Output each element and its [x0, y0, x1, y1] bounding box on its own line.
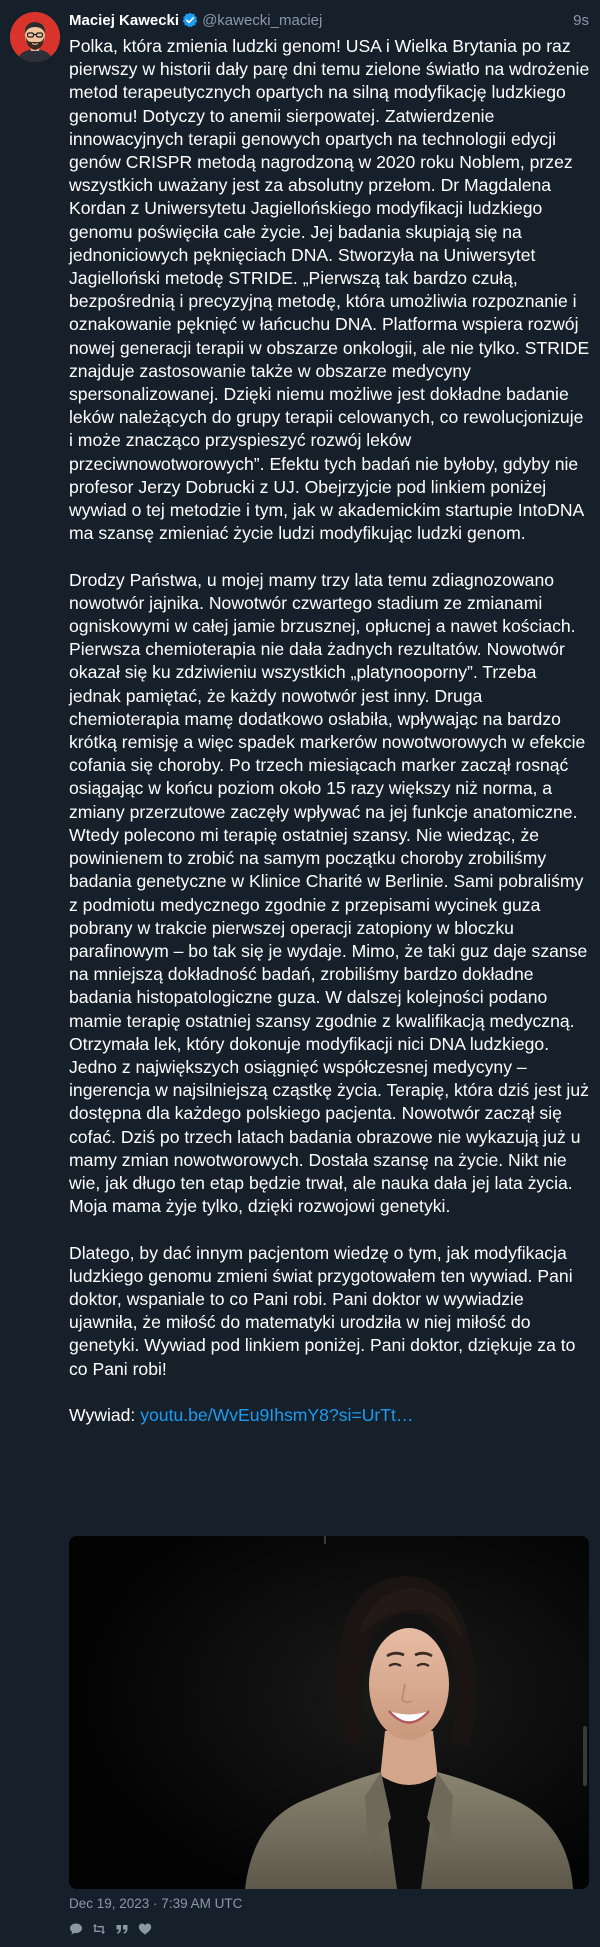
link-prefix: Wywiad: — [69, 1404, 141, 1425]
tweet-header — [69, 10, 589, 32]
tweet-time-ago[interactable]: 9s — [573, 12, 589, 29]
author-display-name[interactable]: Maciej Kawecki — [69, 12, 180, 29]
smiling-woman-portrait — [69, 1536, 589, 1889]
video-progress-marker — [324, 1536, 326, 1544]
youtube-link[interactable]: youtu.be/WvEu9IhsmY8?si=UrTt… — [140, 1404, 414, 1425]
tweet-paragraph-1: Polka, która zmienia ludzki genom! USA i Wielka Brytania po raz pierwszy w historii dały parę dni temu zielone światło na wdrożenie metod terapeutycznych opartych na silną modyfikację ludzkiego genomu! Dotyczy to anemii sierpowatej. Zatwierdzenie innowacyjnych terapii genowych opartych na technologii edycji genów CRISPR metodą nagrodzoną w 2020 roku Noblem, przez wszystkich uważany jest za absolutny przełom. Dr Magdalena Kordan z Uniwersytetu Jagiellońskiego modyfikacji ludzkiego genomu poświęciła całe życie. Jej badania skupiają się na jednoniciowych pęknięciach DNA. Stworzyła na Uniwersytet Jagielloński metodę STRIDE. „Pierwszą tak bardzo czułą, bezpośrednią i precyzyjną metodę, która umożliwia rozpoznanie i oznakowanie pęknięć w łańcuchu DNA. Platforma wspiera rozwój nowej generacji terapii w obszarze onkologii, ale nie tylko. STRIDE znajduje zastosowanie także w obszarze medycyny spersonalizowanej. Dzięki niemu możliwe jest dokładne badanie leków należących do grupy terapii celowanych, co rewolucjonizuje i może znacząco przyspieszyć rozwój leków przeciwnowotworowych”. Efektu tych badań nie byłoby, gdyby nie profesor Jerzy Dobrucki z UJ. Obejrzyjcie pod linkiem poniżej wywiad o tej metodzie i tym, jak w akademickim startupie IntoDNA ma szansę zmieniać życie ludzi modyfikując ludzki genom. — [69, 36, 590, 544]
quote-icon[interactable] — [115, 1922, 129, 1936]
reply-icon[interactable] — [69, 1922, 83, 1936]
bearded-man-avatar-icon — [10, 12, 60, 62]
verified-badge-icon — [182, 12, 198, 28]
tweet-text — [69, 35, 591, 1427]
tweet-paragraph-3: Dlatego, by dać innym pacjentom wiedzę o tym, jak modyfikacja ludzkiego genomu zmieni świat przygotowałem ten wywiad. Pani doktor, wspaniale to co Pani robi. Pani doktor w wywiadzie ujawniła, że miłość do matematyki urodziła w niej miłość do genetyki. Wywiad pod linkiem poniżej. Pani doktor, dziękuje za to co Pani robi! — [69, 1242, 576, 1379]
video-thumbnail[interactable] — [69, 1536, 589, 1889]
video-scroll-marker — [583, 1726, 587, 1786]
like-icon[interactable] — [138, 1922, 152, 1936]
author-avatar[interactable] — [10, 12, 60, 62]
tweet-timestamp[interactable]: Dec 19, 2023 · 7:39 AM UTC — [69, 1896, 243, 1911]
tweet-actions — [69, 1920, 161, 1938]
tweet-link-line — [69, 1404, 591, 1427]
tweet-paragraph-2: Drodzy Państwa, u mojej mamy trzy lata temu zdiagnozowano nowotwór jajnika. Nowotwór czwartego stadium ze zmianami ogniskowymi w całej jamie brzusznej, opłucnej a nawet kościach. Pierwsza chemioterapia nie dała żadnych rezultatów. Nowotwór okazał się ku zdziwieniu wszystkich „platynooporny”. Trzeba jednak pamiętać, że każdy nowotwór jest inny. Druga chemioterapia mamę dodatkowo osłabiła, wpływając na bardzo krótką remisję a więc spadek markerów nowotworowych w efekcie cofania się choroby. Po trzech miesiącach marker zaczął rosnąć osiągając w końcu poziom około 15 razy większy niż norma, a zmiany przerzutowe zaczęły wpływać na jej funkcje anatomiczne. Wtedy polecono mi terapię ostatniej szansy. Nie wiedząc, że powinienem to zrobić na samym początku choroby zrobiliśmy badania genetyczne w Klinice Charité w Berlinie. Sami pobraliśmy z podmiotu medycznego zgodnie z przepisami wycinek guza pobrany w trakcie pierwszej operacji zatopiony w bloczku parafinowym – bo tak się je wydaje. Mimo, że taki guz daje szanse na mniejszą dokładność badań, zrobiliśmy bardzo dokładne badania histopatologiczne guza. W dalszej kolejności podano mamie terapię ostatniej szansy zgodnie z kwalifikacją medyczną. Otrzymała lek, który dokonuje modyfikacji nici DNA ludzkiego. Jedno z największych osiągnięć współczesnej medycyny – ingerencja w najsilniejszą cząstkę życia. Terapię, która dziś jest już dostępna dla każdego polskiego pacjenta. Nowotwór zaczął się cofać. Dziś po trzech latach badania obrazowe nie wykazują już u mamy zmian nowotworowych. Dostała szansę na życie. Nikt nie wie, jak długo ten etap będzie trwał, ale nauka dała jej lata życia. Moja mama żyje tylko, dzięki rozwojowi genetyki. — [69, 569, 589, 1217]
retweet-icon[interactable] — [92, 1922, 106, 1936]
author-handle[interactable]: @kawecki_maciej — [202, 12, 323, 29]
